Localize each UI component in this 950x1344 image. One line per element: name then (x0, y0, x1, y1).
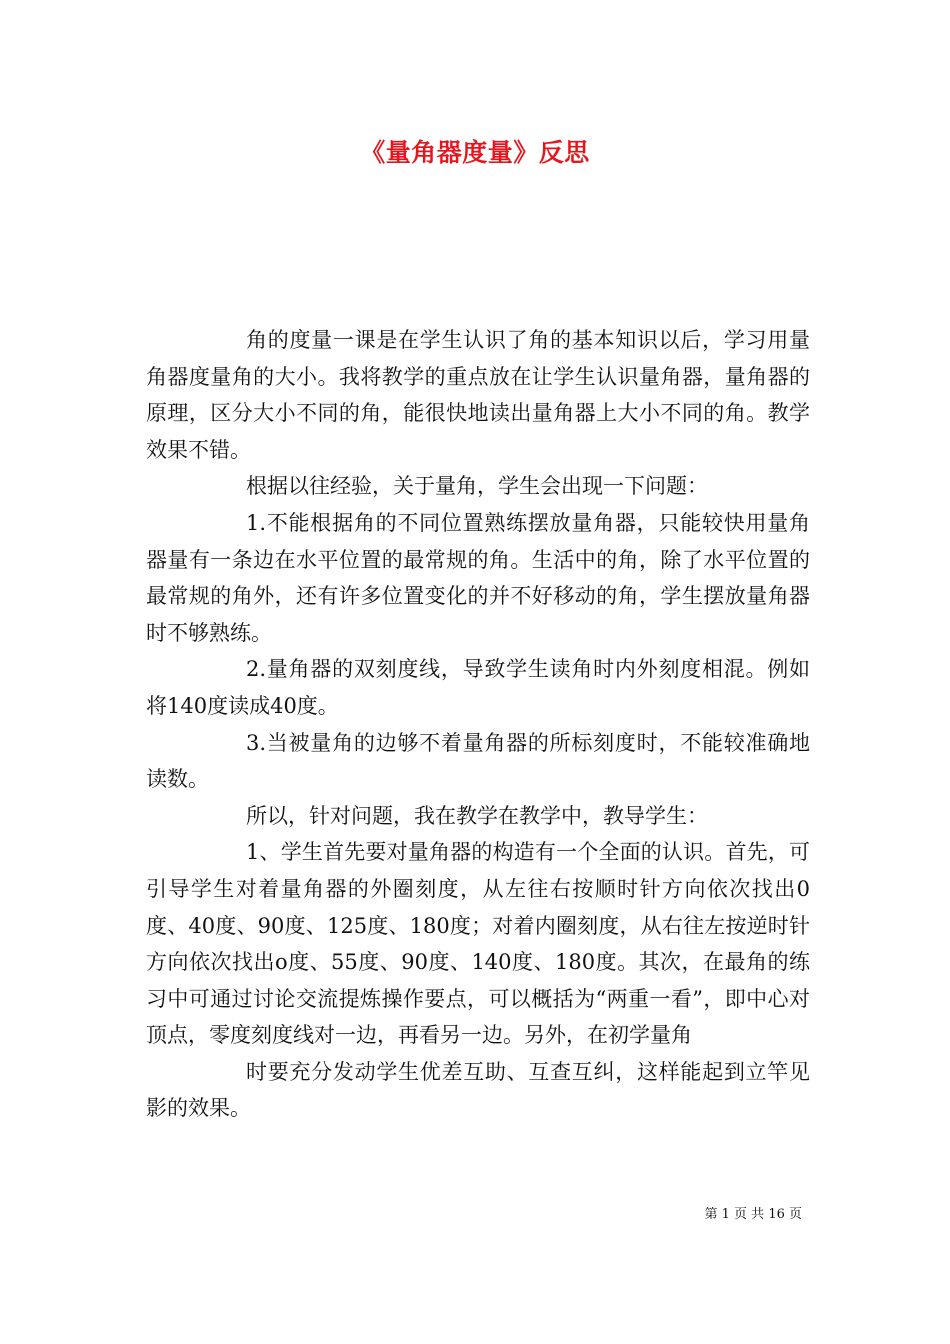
document-body (146, 322, 810, 1127)
paragraph-problem-1: 1.不能根据角的不同位置熟练摆放量角器，只能较快用量角器量有一条边在水平位置的最常规的角。生活中的角，除了水平位置的最常规的角外，还有许多位置变化的并不好移动的角，学生摆放量角器时不够熟练。 (146, 510, 810, 645)
page-number-footer: 第 1 页 共 16 页 (704, 1207, 802, 1222)
paragraph-solutions-lead: 所以，针对问题，我在教学在教学中，教导学生： (246, 803, 708, 828)
paragraph-problem-3: 3.当被量角的边够不着量角器的所标刻度时，不能较准确地读数。 (146, 730, 810, 792)
document-title: 《量角器度量》反思 (360, 138, 590, 167)
paragraph-intro: 角的度量一课是在学生认识了角的基本知识以后，学习用量角器度量角的大小。我将教学的重点放在让学生认识量角器，量角器的原理，区分大小不同的角，能很快地读出量角器上大小不同的角。教学效果不错。 (146, 328, 810, 462)
paragraph-solution-1: 1、学生首先要对量角器的构造有一个全面的认识。首先，可引导学生对着量角器的外圈刻度，从左往右按顺时针方向依次找出0度、40度、90度、125度、180度；对着内圈刻度，从右往左按逆时针方向依次找出o度、55度、90度、140度、180度。其次，在最角的练习中可通过讨论交流提炼操作要点，可以概括为“两重一看”，即中心对顶点，零度刻度线对一边，再看另一边。另外，在初学量角 (146, 840, 810, 1048)
paragraph-problems-lead: 根据以往经验，关于量角，学生会出现一下问题： (246, 474, 708, 499)
paragraph-solution-1-continued: 时要充分发动学生优差互助、互查互纠，这样能起到立竿见影的效果。 (146, 1059, 810, 1121)
paragraph-problem-2: 2.量角器的双刻度线，导致学生读角时内外刻度相混。例如将140度读成40度。 (146, 657, 810, 718)
